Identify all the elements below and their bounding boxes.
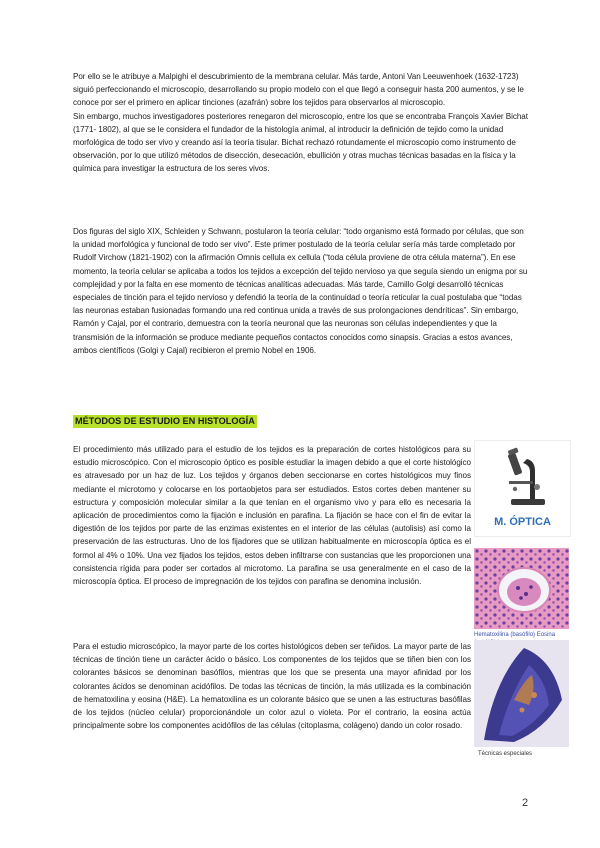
paragraph-malpighi-text: Por ello se le atribuye a Malpighi el descubrimiento de la membrana celular. Más tarde, Antoni Van Leeuwenhoek (1632-1723) siguió perfeccionando el microscopio, desarrollando su propio modelo con el que llegó a conseguir hasta 200 aumentos, y se le conoce por ser el primero en aplicar tinciones (azafrán) sobre los tejidos para observarlos al microscopio. bbox=[73, 72, 524, 108]
paragraph-bichat-text: Sin embargo, muchos investigadores posteriores renegaron del microscopio, entre los que se encontraba François Xavier Bichat (1771- 1802), al que se le considera el fundador de la histología animal, al introducir la definición de tejido como la unidad morfológica de todo ser vivo y creando así la teoría tisular. Bichat rechazó rotundamente el microscopio como instrumento de observación, por lo que utilizó métodos de disección, desecación, ebullición y otras muchas técnicas basadas en la física y la química para investigar la estructura de los seres vivos. bbox=[73, 111, 528, 174]
special-stain-caption: Técnicas especiales bbox=[478, 751, 533, 757]
microscope-icon bbox=[475, 441, 570, 536]
section-heading: MÉTODOS DE ESTUDIO EN HISTOLOGÍA bbox=[75, 416, 255, 426]
he-caption: Hematoxilina (basófilo) Eosina bbox=[474, 632, 556, 638]
paragraph-cell-theory: Dos figuras del siglo XIX, Schleiden y Schwann, postularon la teoría celular: “todo organismo está formado por células, que son la unidad morfológica y funcional de todo ser vivo”. Este primer postulado de la teoría celular sería más tarde completado por Rudolf Virchow (1821-1902) con la afirmación Omnis cellula ex cellula (“toda célula proviene de otra célula materna”). En ese momento, la teoría celular se aplicaba a todos los tejidos a excepción del tejido nervioso ya que seguía siendo un enigma por su complejidad y por la falta en ese momento de técnicas analíticas adecuadas. Más tarde, Camillo Golgi desarrolló técnicas especiales de tinción para el tejido nervioso y defendió la teoría de la continuidad o teoría reticular la cual postulaba que “todas las neuronas estaban fusionadas formando una red continua unida a través de sus prolongaciones dendríticas”. Sin embargo, Ramón y Cajal, por el contrario, demuestra con la teoría neuronal que las neuronas son células independientes y que la transmisión de la información se produce mediante pequeños contactos conocidos como sinapsis. Gracias a estos avances, ambos científicos (Golgi y Cajal) recibieron el premio Nobel en 1906. bbox=[73, 227, 528, 355]
paragraph-histology-procedure: El procedimiento más utilizado para el estudio de los tejidos es la preparación de cortes histológicos para su estudio microscópico. Con el microscopio óptico es posible estudiar la imagen debido a que el corte histológico es atravesado por un haz de luz. Los tejidos y órganos deben seccionarse en cortes histológicos muy finos mediante el microtomo y colocarse en los portaobjetos para ser estudiados. Estos cortes deben mantener su estructura y composición molecular similar a la que tenían en el organismo vivo y para ello es necesaria la aplicación de procedimientos como la fijación e inclusión en parafina. La fijación se hace con el fin de evitar la digestión de los tejidos por parte de las enzimas existentes en el interior de las células (autolisis) así como la preservación de las estructuras. Uno de los fijadores que se utilizan habitualmente en microscopía óptica es el formol al 4% o 10%. Una vez fijados los tejidos, estos deben infiltrarse con sustancias que les proporcionen una consistencia rígida para poder ser cortados al microtomo. La parafina se usa generalmente en el caso de la microscopía óptica. El proceso de impregnación de los tejidos con parafina se denomina inclusión. bbox=[73, 445, 471, 587]
figure-label: M. ÓPTICA bbox=[494, 516, 551, 528]
special-stain-icon bbox=[474, 640, 569, 747]
he-stain-image bbox=[474, 548, 569, 629]
paragraph-staining: Para el estudio microscópico, la mayor parte de los cortes histológicos deben ser teñidos. La mayor parte de las técnicas de tinción tiene un carácter ácido o básico. Los componentes de los tejidos que se tiñen bien con los colorantes básicos se denominan basófilos, mientras que los que se presenta una mayor afinidad por los colorantes ácidos se denominan acidófilos. De todas las técnicas de tinción, la más utilizada es la combinación de hematoxilina y eosina (H&E). La hematoxilina es un colorante básico que se unen a las estructuras basófilas de los tejidos (núcleo celular) proporcionándole un color azul o violeta. Por el contrario, la eosina actúa principalmente sobre los componentes acidófilos de las células (citoplasma, colágeno) dando un color rosado. bbox=[73, 642, 471, 731]
special-stain-image bbox=[474, 640, 569, 747]
tissue-micrograph-icon bbox=[474, 548, 569, 629]
paragraph-malpighi bbox=[73, 70, 528, 176]
microscope-figure bbox=[474, 440, 571, 537]
page-number: 2 bbox=[522, 797, 529, 809]
